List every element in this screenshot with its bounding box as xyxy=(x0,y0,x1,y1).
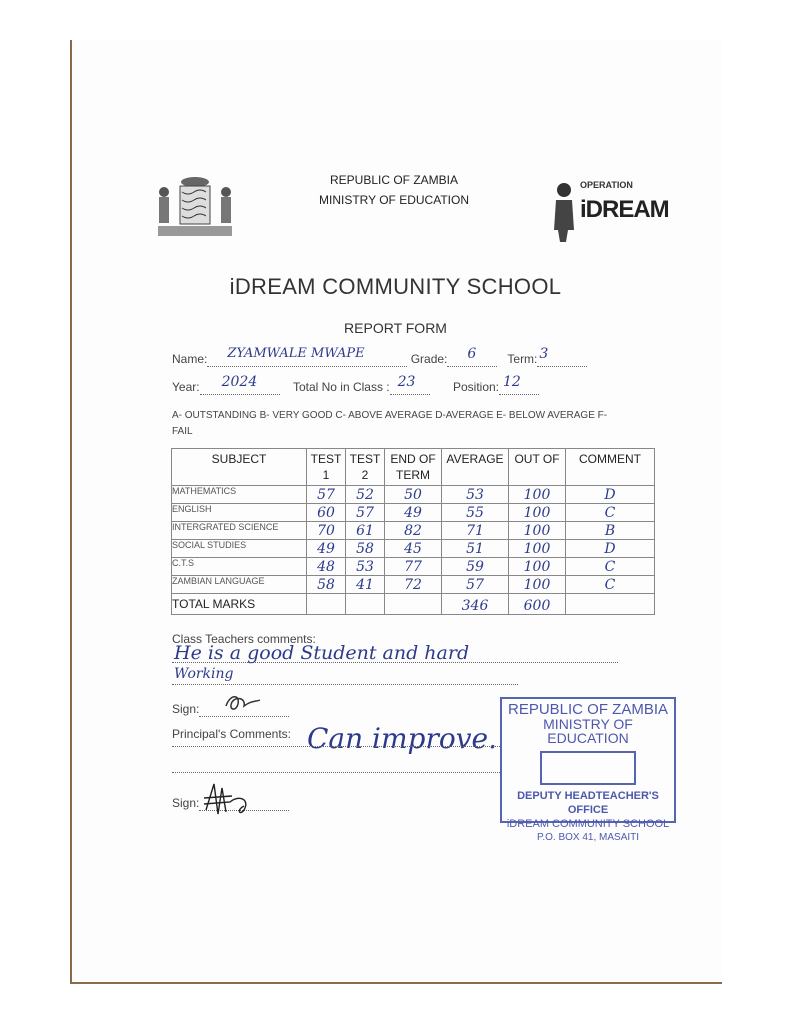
end-cell: 72 xyxy=(385,576,442,594)
name-label: Name: xyxy=(172,352,208,366)
test1-cell: 49 xyxy=(307,540,346,558)
header-test2: TEST 2 xyxy=(346,449,385,486)
stamp-line-2: MINISTRY OF EDUCATION xyxy=(543,716,633,746)
name-line xyxy=(172,346,587,367)
comment-cell: C xyxy=(566,504,655,522)
teacher-comment-text-2: Working xyxy=(174,666,234,682)
test1-cell: 58 xyxy=(307,576,346,594)
comment-cell: C xyxy=(566,558,655,576)
total-out-cell: 600 xyxy=(509,594,566,615)
country-title: REPUBLIC OF ZAMBIA xyxy=(329,173,459,187)
principal-signature-icon xyxy=(200,780,256,820)
test2-cell: 58 xyxy=(346,540,385,558)
comment-cell: B xyxy=(566,522,655,540)
principal-comment-line-2 xyxy=(172,772,502,773)
teacher-comments-label: Class Teachers comments: xyxy=(172,632,316,646)
subject-cell: INTERGRATED SCIENCE xyxy=(172,522,307,540)
out-cell: 100 xyxy=(509,486,566,504)
header-out-of: OUT OF xyxy=(509,449,566,486)
empty-cell xyxy=(307,594,346,615)
principal-comments-label: Principal's Comments: xyxy=(172,727,291,741)
empty-cell xyxy=(385,594,442,615)
position-value: 12 xyxy=(503,374,521,390)
empty-cell xyxy=(346,594,385,615)
test2-cell: 41 xyxy=(346,576,385,594)
class-total-label: Total No in Class : xyxy=(292,380,390,394)
test2-cell: 52 xyxy=(346,486,385,504)
end-cell: 77 xyxy=(385,558,442,576)
official-stamp xyxy=(500,697,676,843)
subject-cell: ZAMBIAN LANGUAGE xyxy=(172,576,307,594)
grade-label: Grade: xyxy=(410,352,448,366)
comment-cell: C xyxy=(566,576,655,594)
header-end-of-term: END OF TERM xyxy=(385,449,442,486)
principal-sign-label: Sign: xyxy=(172,796,200,810)
table-row xyxy=(172,540,655,558)
table-header-row xyxy=(172,449,655,486)
table-row xyxy=(172,558,655,576)
stamp-line-5: P.O. BOX 41, MASAITI xyxy=(536,832,640,843)
end-cell: 82 xyxy=(385,522,442,540)
test1-cell: 57 xyxy=(307,486,346,504)
subject-cell: C.T.S xyxy=(172,558,307,576)
test2-cell: 57 xyxy=(346,504,385,522)
end-cell: 45 xyxy=(385,540,442,558)
stamp-line-3: DEPUTY HEADTEACHER'S OFFICE xyxy=(517,790,659,816)
avg-cell: 57 xyxy=(442,576,509,594)
grading-key: A- OUTSTANDING B- VERY GOOD C- ABOVE AVERAGE D-AVERAGE E- BELOW AVERAGE F-FAIL xyxy=(172,410,608,437)
teacher-comment-line-1 xyxy=(172,640,618,663)
stamp-date-box xyxy=(502,745,674,789)
term-value: 3 xyxy=(539,346,549,362)
idream-logo-icon: OPERATION iDREAM xyxy=(550,180,634,242)
principal-comment-line-1 xyxy=(172,746,502,747)
school-name: iDREAM COMMUNITY SCHOOL xyxy=(229,274,562,299)
subject-cell: MATHEMATICS xyxy=(172,486,307,504)
out-cell: 100 xyxy=(509,504,566,522)
subject-cell: SOCIAL STUDIES xyxy=(172,540,307,558)
teacher-sign-label: Sign: xyxy=(172,702,200,716)
comment-cell: D xyxy=(566,486,655,504)
avg-cell: 51 xyxy=(442,540,509,558)
teacher-comment-text-1: He is a good Student and hard xyxy=(174,642,470,664)
test1-cell: 70 xyxy=(307,522,346,540)
avg-cell: 55 xyxy=(442,504,509,522)
total-avg-cell: 346 xyxy=(442,594,509,615)
header-subject: SUBJECT xyxy=(172,449,307,486)
subject-cell: ENGLISH xyxy=(172,504,307,522)
end-cell: 50 xyxy=(385,486,442,504)
term-label: Term: xyxy=(507,352,538,366)
teacher-signature-icon xyxy=(222,692,262,714)
name-value: ZYAMWALE MWAPE xyxy=(227,346,365,361)
stamp-line-4: iDREAM COMMUNITY SCHOOL xyxy=(506,818,670,830)
position-label: Position: xyxy=(452,380,500,394)
table-row xyxy=(172,576,655,594)
header-comment: COMMENT xyxy=(566,449,655,486)
test2-cell: 53 xyxy=(346,558,385,576)
avg-cell: 71 xyxy=(442,522,509,540)
out-cell: 100 xyxy=(509,540,566,558)
out-cell: 100 xyxy=(509,522,566,540)
principal-comment-text: Can improve. xyxy=(307,722,498,755)
form-title: REPORT FORM xyxy=(344,320,447,336)
class-total-value: 23 xyxy=(397,374,416,390)
grade-value: 6 xyxy=(467,346,477,362)
teacher-comment-line-2 xyxy=(172,664,518,685)
stamp-line-1: REPUBLIC OF ZAMBIA xyxy=(507,701,669,718)
out-cell: 100 xyxy=(509,558,566,576)
total-row xyxy=(172,594,655,615)
comment-cell: D xyxy=(566,540,655,558)
year-line xyxy=(172,374,539,395)
table-row xyxy=(172,486,655,504)
end-cell: 49 xyxy=(385,504,442,522)
test1-cell: 48 xyxy=(307,558,346,576)
table-row xyxy=(172,522,655,540)
test2-cell: 61 xyxy=(346,522,385,540)
ministry-title: MINISTRY OF EDUCATION xyxy=(318,193,469,207)
header-test1: TEST 1 xyxy=(307,449,346,486)
test1-cell: 60 xyxy=(307,504,346,522)
marks-table xyxy=(171,448,655,615)
avg-cell: 53 xyxy=(442,486,509,504)
year-value: 2024 xyxy=(221,374,258,390)
coat-of-arms-icon xyxy=(150,172,240,242)
year-label: Year: xyxy=(172,380,200,394)
empty-cell xyxy=(566,594,655,615)
avg-cell: 59 xyxy=(442,558,509,576)
table-row xyxy=(172,504,655,522)
out-cell: 100 xyxy=(509,576,566,594)
total-label: TOTAL MARKS xyxy=(172,594,307,615)
header-average: AVERAGE xyxy=(442,449,509,486)
